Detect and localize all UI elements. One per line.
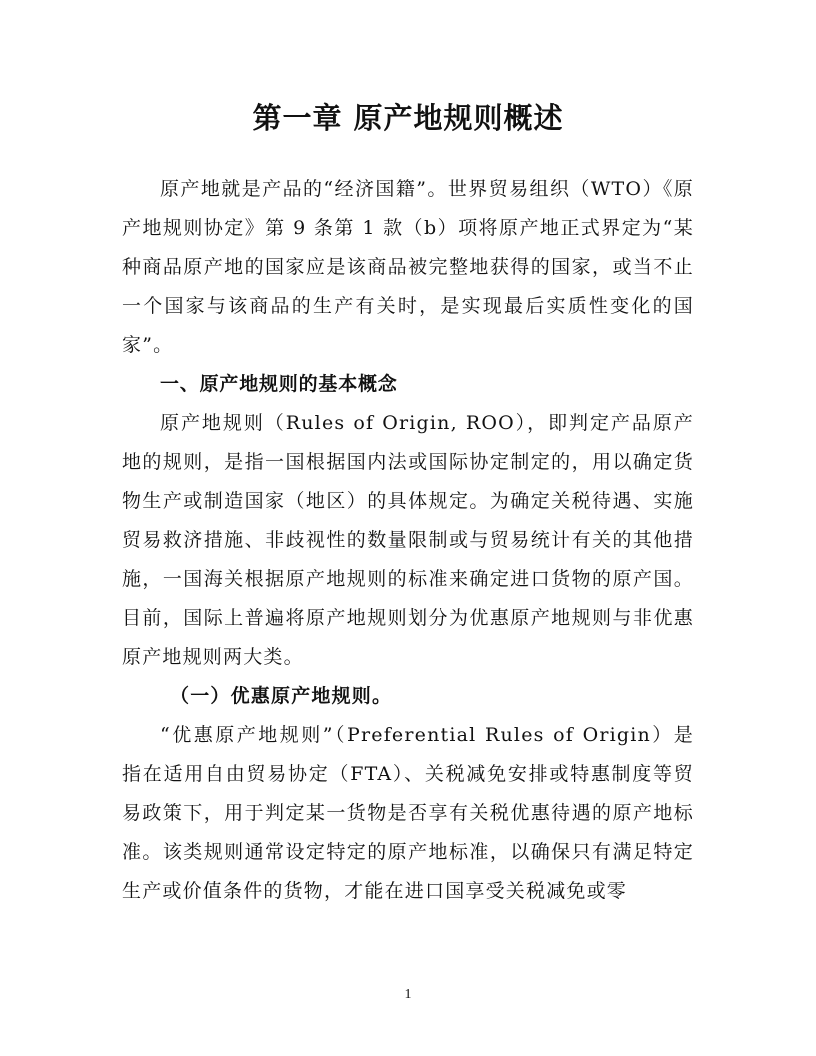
paragraph-preferential-rules: “优惠原产地规则”（Preferential Rules of Origin）是指在适用自由贸易协定（FTA）、关税减免安排或特惠制度等贸易政策下，用于判定某一货物是否享有关税优惠待遇的原产地标准。该类规则通常设定特定的原产地标准，以确保只有满足特定生产或价值条件的货物，才能在进口国享受关税减免或零 bbox=[122, 724, 694, 902]
section-heading: 一、原产地规则的基本概念 bbox=[160, 373, 398, 395]
paragraph-origin-definition: 原产地就是产品的“经济国籍”。世界贸易组织（WTO）《原产地规则协定》第 9 条第 1 款（b）项将原产地正式界定为“某种商品原产地的国家应是该商品被完整地获得的国家，或当不止一个国家与该商品的生产有关时，是实现最后实质性变化的国家”。 bbox=[122, 178, 694, 356]
subsection-heading: （一）优惠原产地规则。 bbox=[170, 685, 393, 707]
chapter-title: 第一章 原产地规则概述 bbox=[252, 101, 564, 135]
paragraph-rules-of-origin: 原产地规则（Rules of Origin, ROO），即判定产品原产地的规则，是指一国根据国内法或国际协定制定的，用以确定货物生产或制造国家（地区）的具体规定。为确定关税待遇、实施贸易救济措施、非歧视性的数量限制或与贸易统计有关的其他措施，一国海关根据原产地规则的标准来确定进口货物的原产国。目前，国际上普遍将原产地规则划分为优惠原产地规则与非优惠原产地规则两大类。 bbox=[122, 412, 694, 668]
document-body bbox=[122, 170, 694, 911]
page-number: 1 bbox=[404, 987, 412, 1002]
